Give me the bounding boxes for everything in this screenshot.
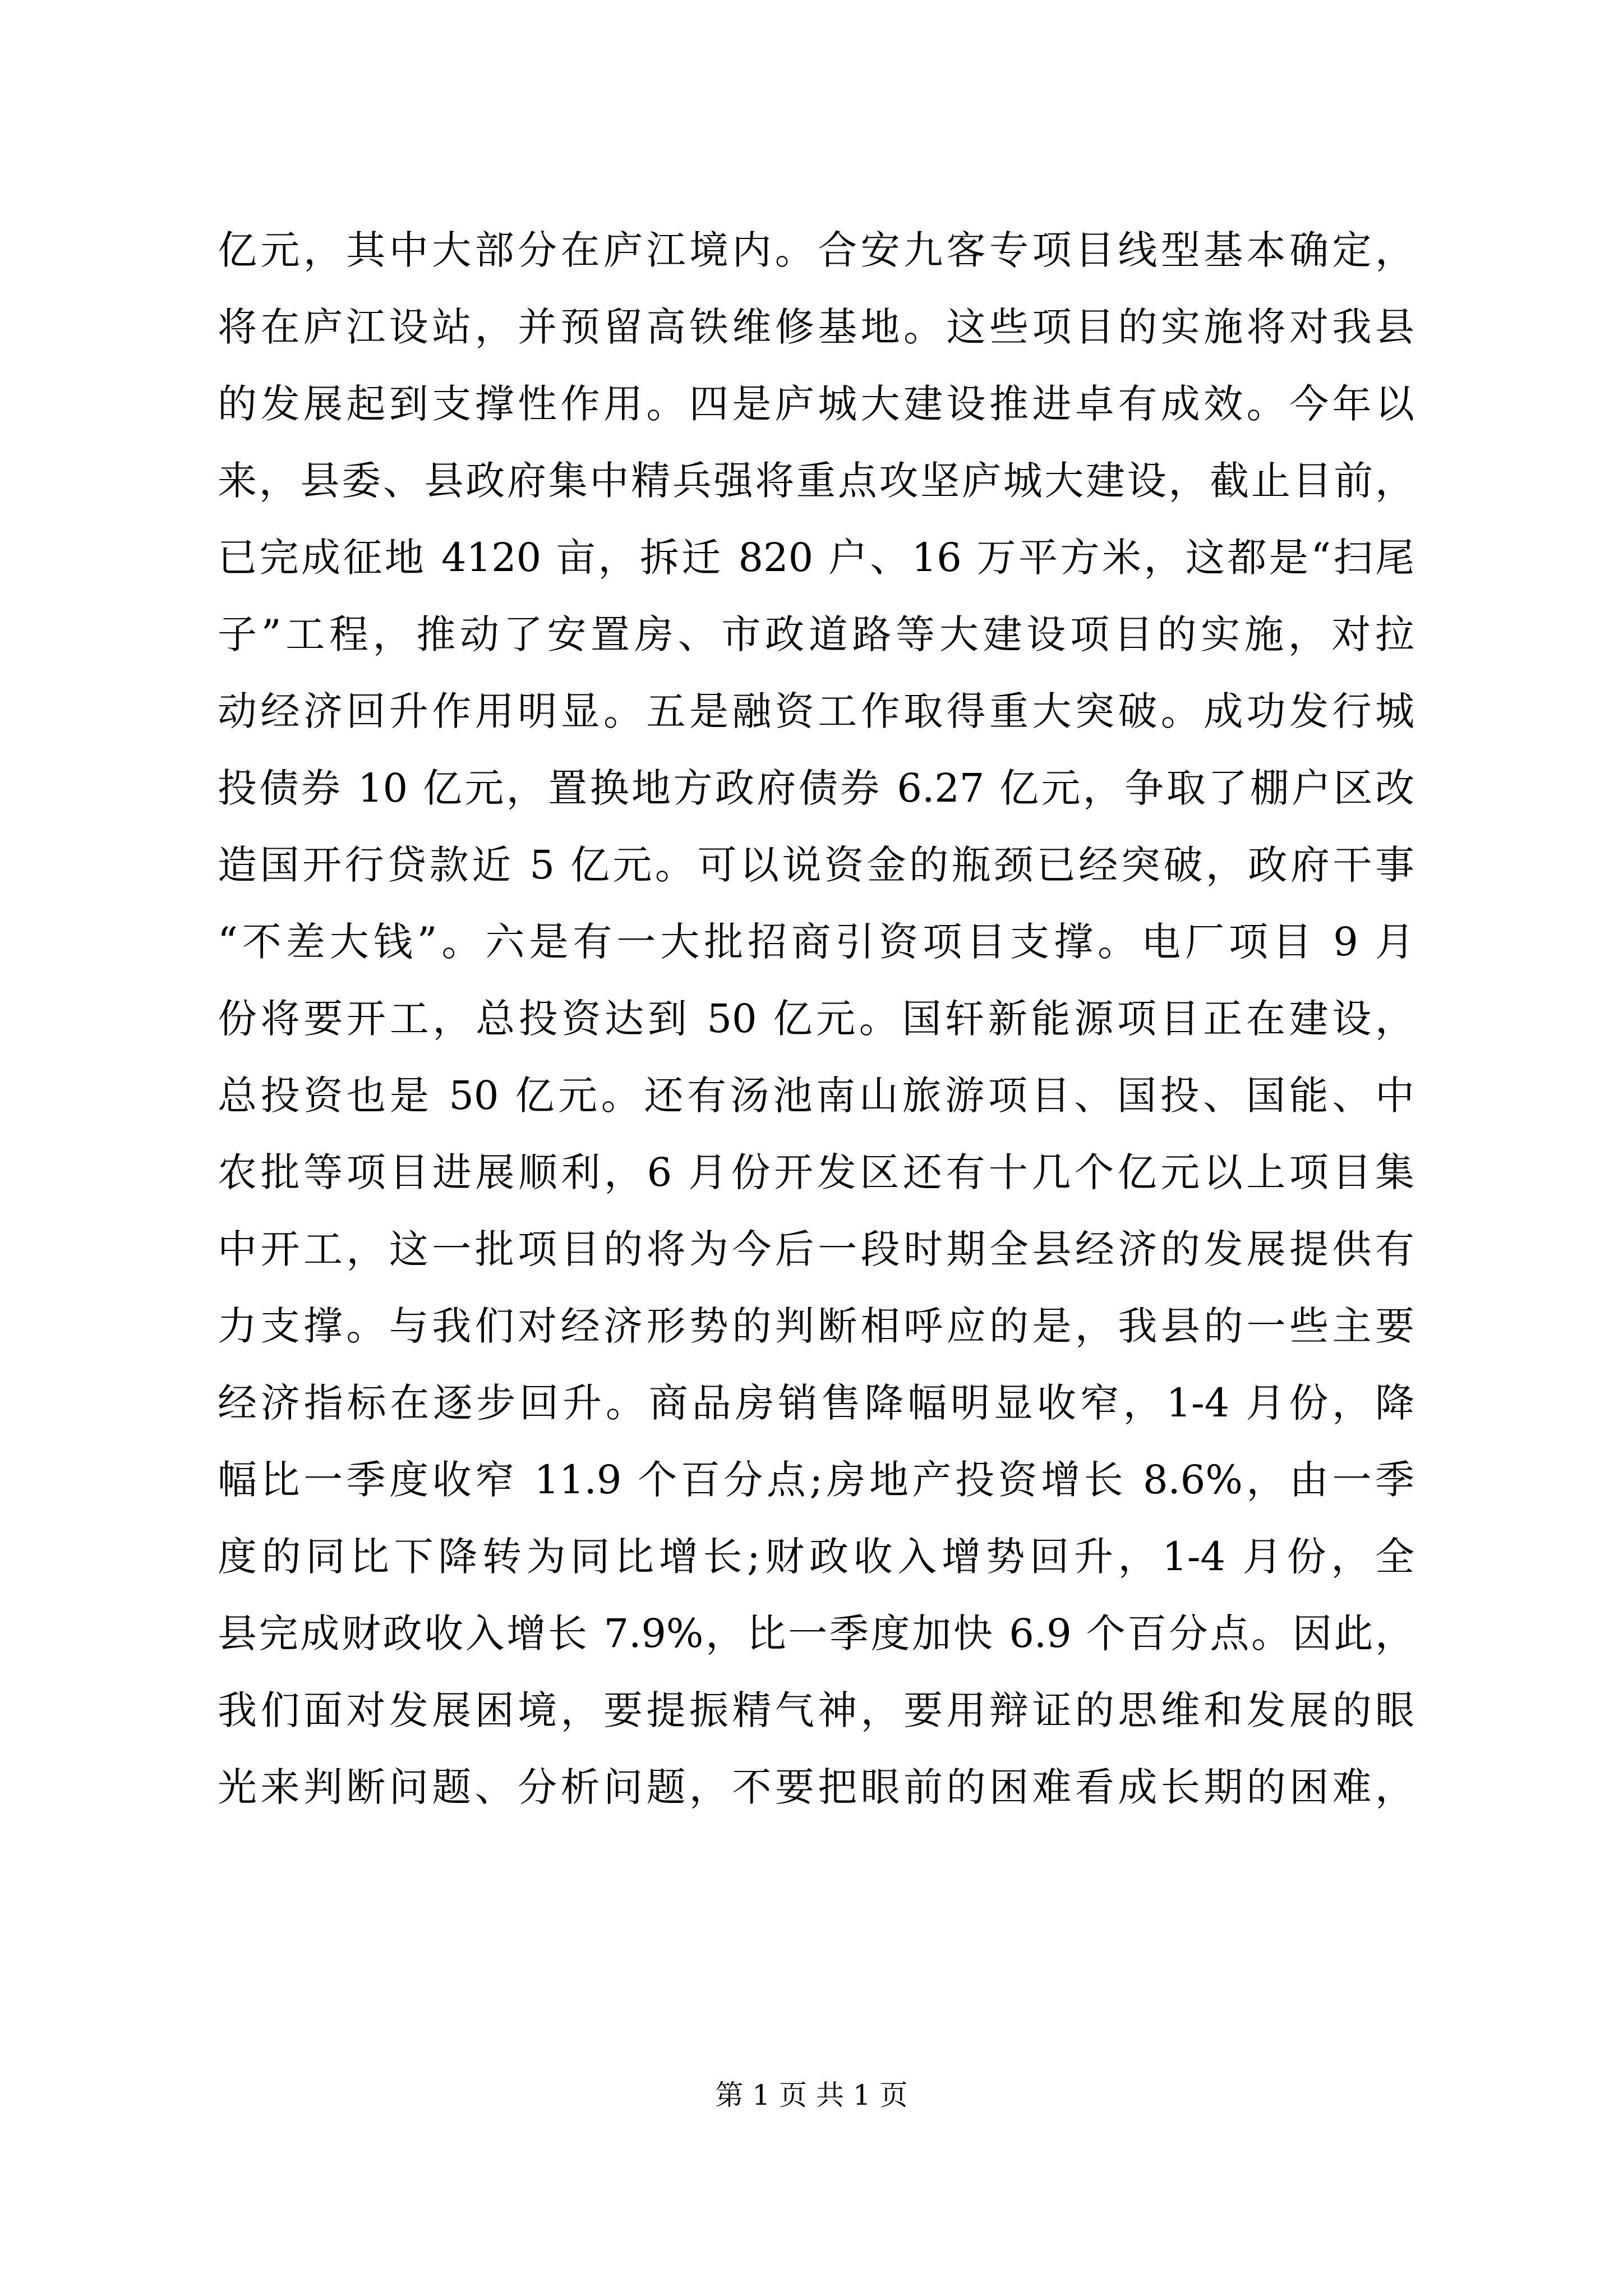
text-line: 幅比一季度收窄 11.9 个百分点;房地产投资增长 8.6%，由一季 bbox=[218, 1457, 1414, 1503]
text-line: 来，县委、县政府集中精兵强将重点攻坚庐城大建设，截止目前， bbox=[218, 458, 1414, 504]
body-text bbox=[218, 212, 1414, 1826]
text-line: 中开工，这一批项目的将为今后一段时期全县经济的发展提供有 bbox=[218, 1226, 1414, 1272]
text-line: 力支撑。与我们对经济形势的判断相呼应的是，我县的一些主要 bbox=[218, 1303, 1414, 1349]
text-line: “不差大钱”。六是有一大批招商引资项目支撑。电厂项目 9 月 bbox=[218, 919, 1414, 965]
text-line: 总投资也是 50 亿元。还有汤池南山旅游项目、国投、国能、中 bbox=[218, 1073, 1414, 1119]
text-line: 县完成财政收入增长 7.9%，比一季度加快 6.9 个百分点。因此， bbox=[218, 1611, 1414, 1657]
text-line: 投债券 10 亿元，置换地方政府债券 6.27 亿元，争取了棚户区改 bbox=[218, 765, 1414, 811]
text-line: 将在庐江设站，并预留高铁维修基地。这些项目的实施将对我县 bbox=[218, 304, 1414, 350]
text-line: 经济指标在逐步回升。商品房销售降幅明显收窄，1-4 月份，降 bbox=[218, 1380, 1414, 1426]
text-line: 动经济回升作用明显。五是融资工作取得重大突破。成功发行城 bbox=[218, 688, 1414, 734]
text-line: 份将要开工，总投资达到 50 亿元。国轩新能源项目正在建设， bbox=[218, 996, 1414, 1042]
text-line: 子”工程，推动了安置房、市政道路等大建设项目的实施，对拉 bbox=[218, 611, 1414, 657]
text-line: 的发展起到支撑性作用。四是庐城大建设推进卓有成效。今年以 bbox=[218, 381, 1414, 427]
text-line: 亿元，其中大部分在庐江境内。合安九客专项目线型基本确定， bbox=[218, 227, 1414, 273]
text-line: 我们面对发展困境，要提振精气神，要用辩证的思维和发展的眼 bbox=[218, 1687, 1414, 1733]
page-footer bbox=[0, 2078, 1623, 2112]
text-line: 光来判断问题、分析问题，不要把眼前的困难看成长期的困难， bbox=[218, 1764, 1414, 1810]
text-line: 已完成征地 4120 亩，拆迁 820 户、16 万平方米，这都是“扫尾 bbox=[218, 535, 1414, 581]
text-line: 度的同比下降转为同比增长;财政收入增势回升，1-4 月份，全 bbox=[218, 1534, 1414, 1580]
text-line: 农批等项目进展顺利，6 月份开发区还有十几个亿元以上项目集 bbox=[218, 1149, 1414, 1195]
text-line: 造国开行贷款近 5 亿元。可以说资金的瓶颈已经突破，政府干事 bbox=[218, 842, 1414, 888]
page-number-label: 第 1 页 共 1 页 bbox=[715, 2079, 908, 2111]
